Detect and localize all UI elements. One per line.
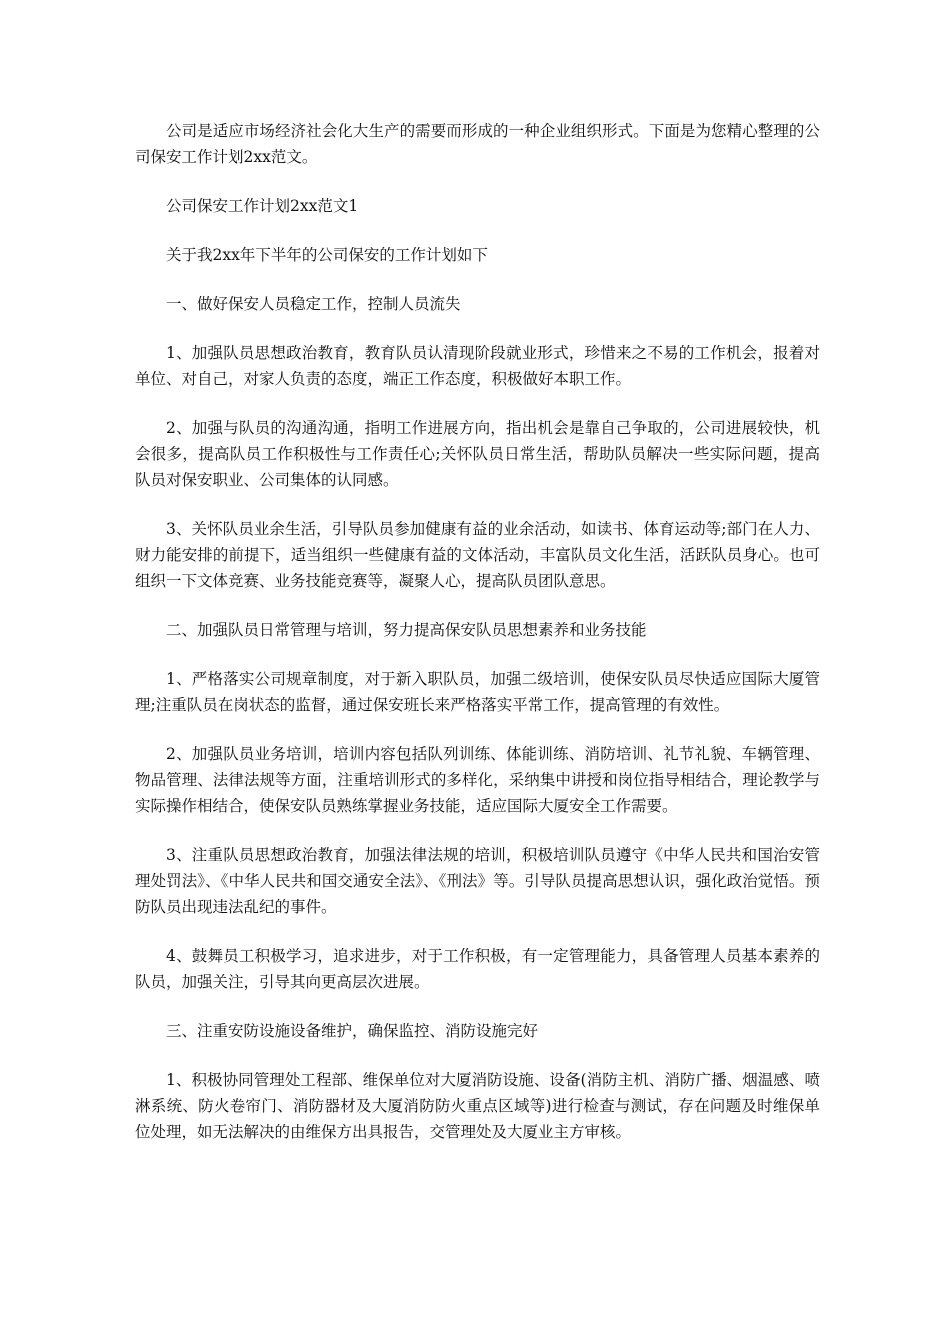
section-heading-3: 三、注重安防设施设备维护，确保监控、消防设施完好	[166, 1022, 539, 1040]
section-1-item-3: 3、关怀队员业余生活，引导队员参加健康有益的业余活动，如读书、体育运动等;部门在人力、财力能安排的前提下，适当组织一些健康有益的文体活动，丰富队员文化生活，活跃队员身心。也可组织一下文体竞赛、业务技能竞赛等，凝聚人心，提高队员团队意思。	[135, 520, 820, 590]
document-body	[135, 118, 820, 1168]
section-2-item-4: 4、鼓舞员工积极学习，追求进步，对于工作积极，有一定管理能力，具备管理人员基本素养的队员，加强关注，引导其向更高层次进展。	[135, 947, 820, 991]
section-2-item-2: 2、加强队员业务培训，培训内容包括队列训练、体能训练、消防培训、礼节礼貌、车辆管理、物品管理、法律法规等方面，注重培训形式的多样化，采纳集中讲授和岗位指导相结合，理论教学与实际操作相结合，使保安队员熟练掌握业务技能，适应国际大厦安全工作需要。	[135, 745, 820, 815]
section-2-item-1: 1、严格落实公司规章制度，对于新入职队员，加强二级培训，使保安队员尽快适应国际大厦管理;注重队员在岗状态的监督，通过保安班长来严格落实平常工作，提高管理的有效性。	[135, 670, 820, 714]
section-1-item-2: 2、加强与队员的沟通沟通，指明工作进展方向，指出机会是靠自己争取的，公司进展较快，机会很多，提高队员工作积极性与工作责任心;关怀队员日常生活，帮助队员解决一些实际问题，提高队员对保安职业、公司集体的认同感。	[135, 419, 820, 489]
intro-paragraph: 公司是适应市场经济社会化大生产的需要而形成的一种企业组织形式。下面是为您精心整理的公司保安工作计划2xx范文。	[135, 122, 820, 166]
section-2-item-3: 3、注重队员思想政治教育，加强法律法规的培训，积极培训队员遵守《中华人民共和国治安管理处罚法》、《中华人民共和国交通安全法》、《刑法》等。引导队员提高思想认识，强化政治觉悟。预防队员出现违法乱纪的事件。	[135, 846, 820, 916]
section-3-item-1: 1、积极协同管理处工程部、维保单位对大厦消防设施、设备(消防主机、消防广播、烟温感、喷淋系统、防火卷帘门、消防器材及大厦消防防火重点区域等)进行检查与测试，存在问题及时维保单位处理，如无法解决的由维保方出具报告，交管理处及大厦业主方审核。	[135, 1071, 820, 1141]
section-heading-1: 一、做好保安人员稳定工作，控制人员流失	[166, 295, 461, 313]
plan-lead-paragraph: 关于我2xx年下半年的公司保安的工作计划如下	[166, 246, 488, 264]
document-title: 公司保安工作计划2xx范文1	[166, 197, 359, 215]
section-heading-2: 二、加强队员日常管理与培训，努力提高保安队员思想素养和业务技能	[166, 621, 647, 639]
section-1-item-1: 1、加强队员思想政治教育，教育队员认清现阶段就业形式，珍惜来之不易的工作机会，报着对单位、对自己，对家人负责的态度，端正工作态度，积极做好本职工作。	[135, 344, 820, 388]
